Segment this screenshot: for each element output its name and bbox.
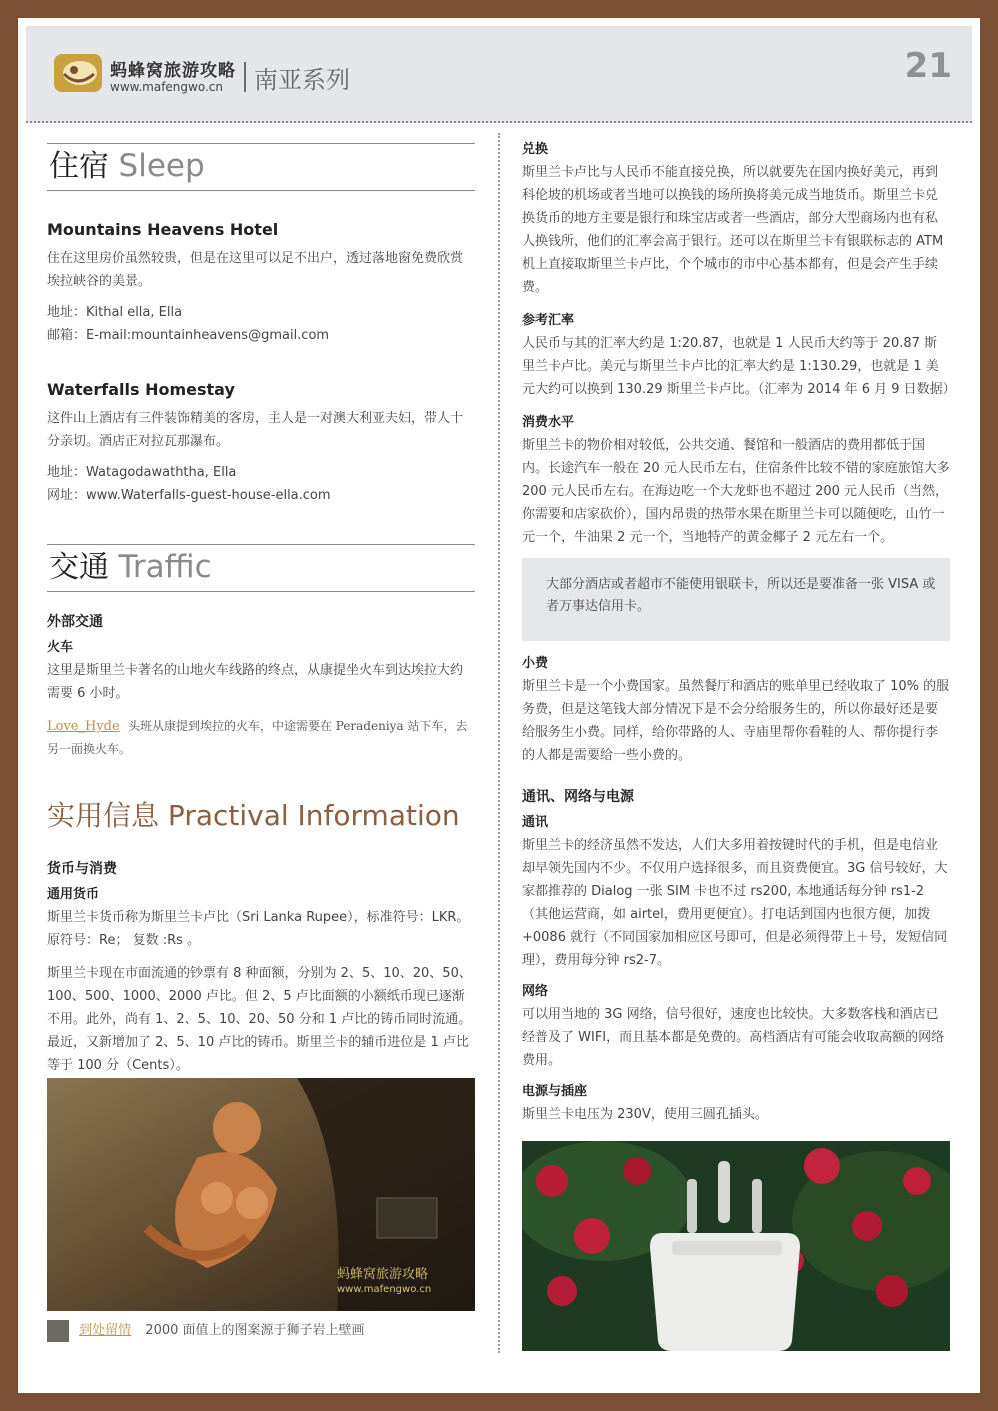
column-divider <box>498 133 500 1353</box>
rate-text: 人民币与其的汇率大约是 1:20.87，也就是 1 人民币大约等于 20.87 斯里兰卡卢比。美元与斯里兰卡卢比的汇率大约是 1:130.29，也就是 1 美元大约可以换到 130.29 斯里兰卡卢比。（汇率为 2014 年 6 月 9 日数据） <box>522 336 956 397</box>
exchange-text: 斯里兰卡卢比与人民币不能直接兑换，所以就要先在国内换好美元，再到科伦坡的机场或者当地可以换钱的场所换将美元成当地货币。斯里兰卡兑换货币的地方主要是银行和珠宝店或者一些酒店，部分大型商场内也有私人换钱所，他们的汇率会高于银行。还可以在斯里兰卡有银联标志的 ATM 机上直接取斯里兰卡卢比，个个城市的市中心基本都有，但是会产生手续费。 <box>522 165 944 295</box>
hotel-entry <box>47 218 475 347</box>
hotel-address: 地址：Watagodawaththa, Ella <box>47 465 237 480</box>
currency-text: 斯里兰卡货币称为斯里兰卡卢比（Sri Lanka Rupee），标准符号：LKR。原符号：Re； 复数 :Rs 。 <box>47 910 470 948</box>
currency-label: 通用货币 <box>47 887 100 902</box>
plug-image <box>522 1141 950 1351</box>
section-title-cn: 实用信息 <box>47 799 160 832</box>
photo-watermark-url: www.mafengwo.cn <box>337 1284 432 1295</box>
section-rule <box>47 143 475 144</box>
tip-box-text: 大部分酒店或者超市不能使用银联卡，所以还是要准备一张 VISA 或者万事达信用卡。 <box>546 577 936 614</box>
plug-photo <box>522 1141 950 1351</box>
rate-label: 参考汇率 <box>522 313 575 328</box>
fresco-image <box>47 1078 475 1311</box>
tipping-section <box>522 652 950 767</box>
section-title-en: Sleep <box>118 148 205 184</box>
section-rule <box>47 544 475 545</box>
logo-brand-name: 蚂蜂窝旅游攻略 <box>110 61 236 81</box>
tip-text: 斯里兰卡是一个小费国家。虽然餐厅和酒店的账单里已经收取了 10% 的服务费，但是这笔钱大部分情况下是不会分给服务生的，所以你最好还是要给服务生小费。同样，给你带路的人、寺庙里帮你看鞋的人、帮你提行李的人都是需要给一些小费的。 <box>522 679 950 763</box>
section-title-en: Traffic <box>118 549 212 585</box>
user-tip <box>47 715 475 761</box>
mafengwo-logo-icon <box>52 52 104 94</box>
series-title: 南亚系列 <box>254 66 350 94</box>
section-title-traffic <box>49 547 212 588</box>
section-title-sleep <box>49 146 205 187</box>
section-title-practical <box>47 798 460 834</box>
comm-text: 斯里兰卡的经济虽然不发达，人们大多用着按键时代的手机，但是电信业却早领先国内不少。不仅用户选择很多，而且资费便宜。3G 信号较好，大家都推荐的 Dialog 一张 SIM 卡也不过 rs200, 本地通话每分钟 rs1-2（其他运营商，如 airtel，费用更便宜）。打电话到国内也很方便，加拨 +0086 就行（不同国家加相应区号即可，但是必须得带上＋号，发短信同理），费用每分钟 rs2-7。 <box>522 838 948 968</box>
hotel-contact: 邮箱：E-mail:mountainheavens@gmail.com <box>47 328 330 343</box>
section-rule <box>47 190 475 191</box>
traffic-subheading: 外部交通 <box>47 614 103 630</box>
header-separator <box>244 62 246 92</box>
section-title-en: Practival Information <box>167 799 460 832</box>
logo-url: www.mafengwo.cn <box>110 80 223 94</box>
money-heading: 货币与消费 <box>47 861 117 877</box>
currency-content <box>47 858 475 1077</box>
network-text: 可以用当地的 3G 网络，信号很好，速度也比较快。大多数客栈和酒店已经普及了 WIFI，而且基本都是免费的。高档酒店有可能会收取高额的网络费用。 <box>522 1007 945 1068</box>
exchange-section <box>522 138 956 549</box>
hotel-address: 地址：Kithal ella, Ella <box>47 305 183 320</box>
photo-caption <box>47 1319 365 1345</box>
exchange-label: 兑换 <box>522 142 549 157</box>
hotel-name: Waterfalls Homestay <box>47 380 235 399</box>
comm-label: 通讯 <box>522 815 549 830</box>
photo-watermark: 蚂蜂窝旅游攻略 <box>337 1267 429 1282</box>
caption-text: 2000 面值上的图案源于狮子岩上壁画 <box>145 1323 365 1338</box>
traffic-content <box>47 611 475 761</box>
section-rule <box>47 591 475 592</box>
section-title-cn: 交通 <box>49 550 109 585</box>
hotel-name: Mountains Heavens Hotel <box>47 220 279 239</box>
hotel-description: 这件山上酒店有三件装饰精美的客房，主人是一对澳大利亚夫妇，带人十分亲切。酒店正对拉瓦那瀑布。 <box>47 411 464 449</box>
user-tip-author[interactable]: Love_Hyde <box>47 719 120 734</box>
comm-section <box>522 786 950 1126</box>
caption-author[interactable]: 到处留情 <box>79 1323 132 1338</box>
user-tip-text: 头班从康提到埃拉的火车，中途需要在 Peradeniya 站下车，去另一面换火车。 <box>47 719 468 756</box>
banknotes-text: 斯里兰卡现在市面流通的钞票有 8 种面额，分别为 2、5、10、20、50、100、500、1000、2000 卢比。但 2、5 卢比面额的小额纸币现已逐渐不用。此外，尚有 1、2、5、10、20、50 分和 1 卢比的铸币同时流通。最近，又新增加了 2、5、10 卢比的铸币。斯里兰卡的辅币进位是 1 卢比等于 100 分（Cents）。 <box>47 966 472 1073</box>
cost-label: 消费水平 <box>522 415 575 430</box>
power-label: 电源与插座 <box>522 1084 588 1099</box>
power-text: 斯里兰卡电压为 230V，使用三圆孔插头。 <box>522 1107 768 1122</box>
page-header <box>26 26 972 123</box>
hotel-entry <box>47 378 475 507</box>
cost-text: 斯里兰卡的物价相对较低，公共交通、餐馆和一般酒店的费用都低于国内。长途汽车一般在 20 元人民币左右，住宿条件比较不错的家庭旅馆大多 200 元人民币左右。在海边吃一个大龙虾也不超过 200 元人民币（当然，你需要和店家砍价），国内昂贵的热带水果在斯里兰卡可以随便吃，山竹一元一个，牛油果 2 元一个，当地特产的黄金椰子 2 元左右一个。 <box>522 438 950 545</box>
page-number: 21 <box>904 46 952 86</box>
network-label: 网络 <box>522 984 549 999</box>
avatar <box>47 1320 69 1342</box>
train-text: 这里是斯里兰卡著名的山地火车线路的终点，从康提坐火车到达埃拉大约需要 6 小时。 <box>47 663 464 701</box>
train-label: 火车 <box>47 640 74 655</box>
tip-label: 小费 <box>522 656 549 671</box>
comm-heading: 通讯、网络与电源 <box>522 789 634 805</box>
page <box>18 18 980 1393</box>
hotel-description: 住在这里房价虽然较贵，但是在这里可以足不出户，透过落地窗免费欣赏埃拉峡谷的美景。 <box>47 251 464 289</box>
hotel-website: 网址：www.Waterfalls-guest-house-ella.com <box>47 488 331 503</box>
section-title-cn: 住宿 <box>49 149 109 184</box>
fresco-photo <box>47 1078 475 1311</box>
tip-box <box>522 558 950 641</box>
